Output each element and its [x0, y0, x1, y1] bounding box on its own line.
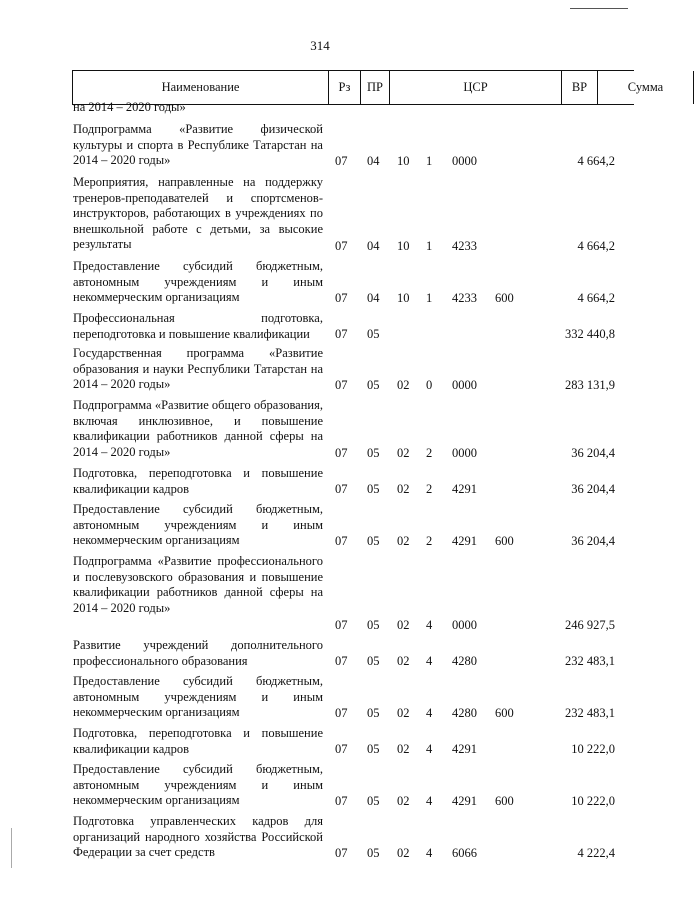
- row-csr-code: 0000: [452, 377, 477, 392]
- row-csr-subprogram: 2: [426, 533, 433, 548]
- row-pr: 04: [367, 153, 380, 168]
- row-rz: 07: [335, 793, 348, 808]
- table-row: [0, 554, 640, 633]
- row-csr-subprogram: 2: [426, 445, 433, 460]
- row-rz: 07: [335, 617, 348, 632]
- row-sum: 4 664,2: [577, 238, 615, 253]
- row-csr-code: 0000: [452, 617, 477, 632]
- row-csr-subprogram: 4: [426, 617, 433, 632]
- row-csr-program: 02: [397, 653, 410, 668]
- row-pr: 05: [367, 617, 380, 632]
- row-rz: 07: [335, 481, 348, 496]
- row-rz: 07: [335, 238, 348, 253]
- row-csr-program: 02: [397, 741, 410, 756]
- row-name: Подготовка, переподготовка и повышение квалификации кадров: [73, 726, 323, 756]
- row-name: Государственная программа «Развитие образования и науки Республики Татарстан на 2014 – 2020 годы»: [73, 346, 323, 391]
- row-sum: 283 131,9: [565, 377, 615, 392]
- row-pr: 05: [367, 326, 380, 341]
- row-name: Предоставление субсидий бюджетным, автономным учреждениям и иным некоммерческим организациям: [73, 259, 323, 304]
- row-rz: 07: [335, 705, 348, 720]
- row-csr-program: 02: [397, 445, 410, 460]
- row-rz: 07: [335, 290, 348, 305]
- row-csr-code: 4233: [452, 290, 477, 305]
- row-csr-subprogram: 1: [426, 153, 433, 168]
- row-sum: 4 664,2: [577, 290, 615, 305]
- table-row: [0, 100, 640, 116]
- row-name: Профессиональная подготовка, переподготовка и повышение квалификации: [73, 311, 323, 341]
- row-csr-program: 02: [397, 793, 410, 808]
- row-pr: 05: [367, 741, 380, 756]
- row-name: Развитие учреждений дополнительного профессионального образования: [73, 638, 323, 668]
- row-vr: 600: [495, 290, 514, 305]
- row-name: Предоставление субсидий бюджетным, автономным учреждениям и иным некоммерческим организациям: [73, 762, 323, 807]
- row-sum: 36 204,4: [571, 481, 615, 496]
- row-sum: 36 204,4: [571, 445, 615, 460]
- row-csr-code: 4291: [452, 481, 477, 496]
- row-csr-program: 02: [397, 533, 410, 548]
- header-pr: ПР: [360, 71, 389, 104]
- row-csr-code: 4280: [452, 705, 477, 720]
- row-sum: 232 483,1: [565, 705, 615, 720]
- row-csr-program: 10: [397, 290, 410, 305]
- row-name: Подпрограмма «Развитие общего образования, включая инклюзивное, и повышение квалификации работников данной сферы на 2014 – 2020 годы»: [73, 398, 323, 459]
- table-row: [0, 259, 640, 306]
- table-row: [0, 762, 640, 809]
- table-row: [0, 175, 640, 254]
- row-name: Подготовка, переподготовка и повышение квалификации кадров: [73, 466, 323, 496]
- row-csr-code: 4291: [452, 533, 477, 548]
- header-vr: ВР: [561, 71, 597, 104]
- row-csr-code: 4280: [452, 653, 477, 668]
- row-pr: 05: [367, 705, 380, 720]
- row-csr-code: 4291: [452, 741, 477, 756]
- row-sum: 332 440,8: [565, 326, 615, 341]
- row-pr: 05: [367, 377, 380, 392]
- table-row: [0, 466, 640, 497]
- row-pr: 05: [367, 653, 380, 668]
- row-pr: 04: [367, 290, 380, 305]
- row-rz: 07: [335, 845, 348, 860]
- table-row: [0, 122, 640, 169]
- row-sum: 36 204,4: [571, 533, 615, 548]
- row-rz: 07: [335, 741, 348, 756]
- row-csr-subprogram: 4: [426, 793, 433, 808]
- row-csr-subprogram: 4: [426, 741, 433, 756]
- table-row: [0, 311, 640, 342]
- row-csr-code: 0000: [452, 153, 477, 168]
- table-row: [0, 814, 640, 861]
- row-vr: 600: [495, 705, 514, 720]
- row-csr-program: 02: [397, 481, 410, 496]
- row-csr-program: 10: [397, 153, 410, 168]
- row-sum: 4 664,2: [577, 153, 615, 168]
- row-csr-code: 6066: [452, 845, 477, 860]
- row-csr-program: 10: [397, 238, 410, 253]
- header-csr: ЦСР: [389, 71, 561, 104]
- row-csr-code: 4233: [452, 238, 477, 253]
- table-row: [0, 346, 640, 393]
- row-name: Предоставление субсидий бюджетным, автономным учреждениям и иным некоммерческим организациям: [73, 502, 323, 547]
- row-csr-subprogram: 1: [426, 238, 433, 253]
- table-row: [0, 638, 640, 669]
- header-name: Наименование: [72, 71, 328, 104]
- row-rz: 07: [335, 533, 348, 548]
- row-pr: 05: [367, 533, 380, 548]
- row-csr-code: 0000: [452, 445, 477, 460]
- row-csr-subprogram: 4: [426, 705, 433, 720]
- row-csr-program: 02: [397, 845, 410, 860]
- header-rz: Рз: [328, 71, 360, 104]
- table-row: [0, 398, 640, 461]
- row-name: на 2014 – 2020 годы»: [73, 100, 186, 114]
- row-csr-subprogram: 0: [426, 377, 433, 392]
- row-sum: 10 222,0: [571, 793, 615, 808]
- row-vr: 600: [495, 533, 514, 548]
- row-sum: 4 222,4: [577, 845, 615, 860]
- row-rz: 07: [335, 445, 348, 460]
- row-csr-program: 02: [397, 617, 410, 632]
- row-csr-subprogram: 1: [426, 290, 433, 305]
- row-csr-code: 4291: [452, 793, 477, 808]
- row-csr-program: 02: [397, 377, 410, 392]
- row-sum: 10 222,0: [571, 741, 615, 756]
- table-row: [0, 726, 640, 757]
- row-vr: 600: [495, 793, 514, 808]
- row-csr-program: 02: [397, 705, 410, 720]
- row-sum: 232 483,1: [565, 653, 615, 668]
- table-row: [0, 502, 640, 549]
- row-pr: 05: [367, 481, 380, 496]
- row-pr: 04: [367, 238, 380, 253]
- scan-mark: [570, 8, 628, 9]
- row-rz: 07: [335, 653, 348, 668]
- row-name: Подпрограмма «Развитие физической культуры и спорта в Республике Татарстан на 2014 – 2020 годы»: [73, 122, 323, 167]
- row-pr: 05: [367, 445, 380, 460]
- row-name: Подготовка управленческих кадров для организаций народного хозяйства Российской Федерации за счет средств: [73, 814, 323, 859]
- page-number: 314: [310, 38, 330, 53]
- row-pr: 05: [367, 793, 380, 808]
- row-name: Мероприятия, направленные на поддержку тренеров-преподавателей и спортсменов-инструкторов, работающих в учреждениях по внешкольной работе с детьми, за высокие результаты: [73, 175, 323, 251]
- row-name: Подпрограмма «Развитие профессионального и послевузовского образования и повышение квалификации работников данной сферы на 2014 – 2020 годы»: [73, 554, 323, 615]
- row-csr-subprogram: 4: [426, 845, 433, 860]
- table-row: [0, 674, 640, 721]
- row-csr-subprogram: 2: [426, 481, 433, 496]
- header-sum: Сумма: [597, 71, 694, 104]
- row-rz: 07: [335, 153, 348, 168]
- row-sum: 246 927,5: [565, 617, 615, 632]
- row-rz: 07: [335, 377, 348, 392]
- row-pr: 05: [367, 845, 380, 860]
- row-rz: 07: [335, 326, 348, 341]
- row-csr-subprogram: 4: [426, 653, 433, 668]
- scan-edge-mark: [11, 828, 12, 868]
- row-name: Предоставление субсидий бюджетным, автономным учреждениям и иным некоммерческим организациям: [73, 674, 323, 719]
